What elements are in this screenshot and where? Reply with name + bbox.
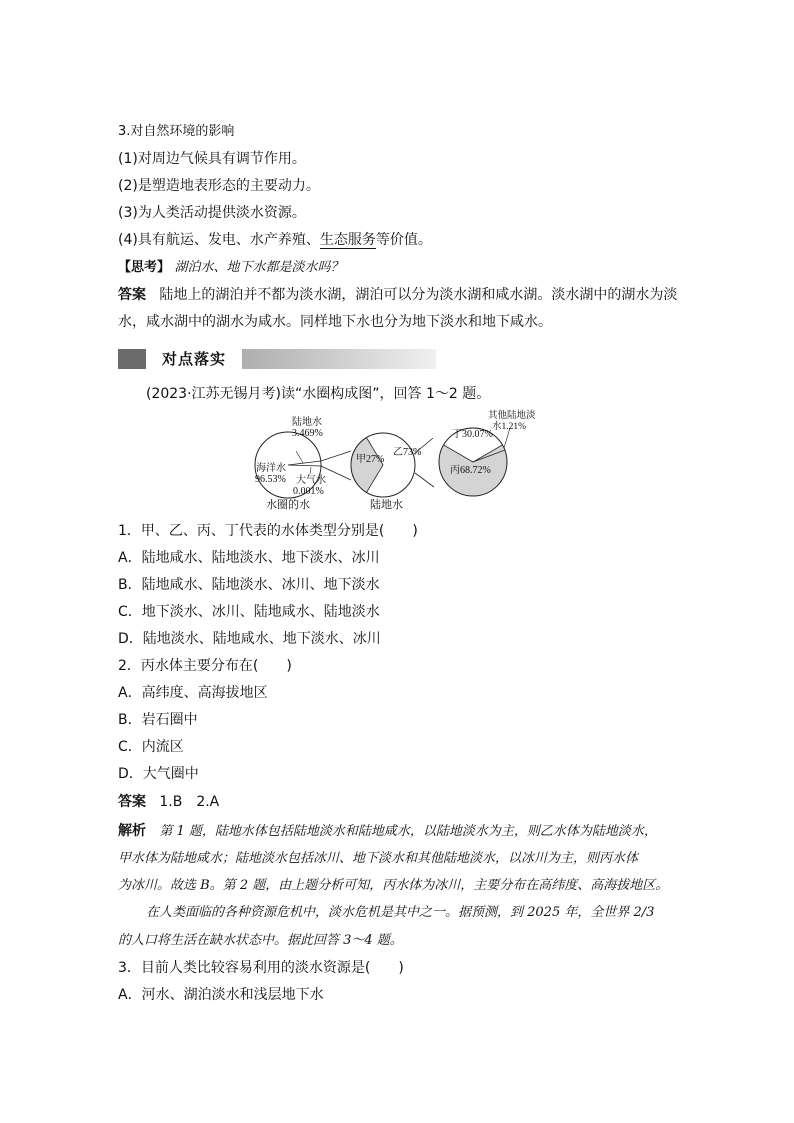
label-jia: 甲27% — [356, 454, 385, 465]
banner-block — [118, 349, 146, 369]
list-item: (3)为人类活动提供淡水资源。 — [118, 205, 306, 221]
answer-label: 答案 — [118, 287, 146, 303]
list-item — [118, 231, 432, 249]
think-question — [118, 258, 343, 277]
think-answer — [118, 286, 677, 304]
answer-text: 陆地上的湖泊并不都为淡水湖，湖泊可以分为淡水湖和咸水湖。淡水湖中的湖水为淡 — [159, 287, 678, 303]
analysis-label: 解析 — [118, 823, 146, 839]
analysis-line — [118, 822, 657, 841]
analysis-line: 为冰川。故选 B。第 2 题，由上题分析可知，丙水体为冰川，主要分布在高纬度、高海拔地区。 — [118, 878, 669, 893]
label-yi: 乙73% — [393, 447, 422, 458]
option-a: A．陆地咸水、陆地淡水、地下淡水、冰川 — [118, 550, 380, 566]
passage-line: 的人口将生活在缺水状态中。据此回答 3～4 题。 — [118, 933, 403, 948]
option-b: B．岩石圈中 — [118, 712, 198, 728]
label-bing: 丙68.72% — [450, 465, 491, 476]
option-a: A．河水、湖泊淡水和浅层地下水 — [118, 987, 324, 1003]
label-air: 大气水 — [296, 475, 326, 486]
caption-hydrosphere: 水圈的水 — [266, 499, 310, 511]
analysis-text: 第 1 题，陆地水体包括陆地淡水和陆地咸水，以陆地淡水为主，则乙水体为陆地淡水， — [159, 824, 657, 839]
label-air-pct: 0.001% — [293, 486, 324, 497]
option-c: C．内流区 — [118, 739, 184, 755]
passage-line: 在人类面临的各种资源危机中，淡水危机是其中之一。据预测，到 2025 年，全世界 2/3 — [146, 905, 655, 920]
list-item-text: (4)具有航运、发电、水产养殖、 — [118, 232, 320, 248]
list-item: (2)是塑造地表形态的主要动力。 — [118, 178, 320, 194]
option-b: B．陆地咸水、陆地淡水、冰川、地下淡水 — [118, 577, 380, 593]
think-label: 【思考】 — [118, 260, 171, 275]
caption-land-water: 陆地水 — [370, 499, 403, 511]
question-intro: (2023·江苏无锡月考)读“水圈构成图”，回答 1～2 题。 — [146, 386, 491, 402]
hydrosphere-diagram — [248, 410, 536, 512]
analysis-line: 甲水体为陆地咸水；陆地淡水包括冰川、地下淡水和其他陆地淡水，以冰川为主，则丙水体 — [118, 851, 639, 866]
section-banner — [118, 349, 436, 369]
list-item: (1)对周边气候具有调节作用。 — [118, 151, 306, 167]
label-ocean-pct: 96.53% — [255, 474, 286, 485]
option-c: C．地下淡水、冰川、陆地咸水、陆地淡水 — [118, 604, 380, 620]
label-ding: 丁30.07% — [452, 429, 493, 440]
answers-label: 答案 — [118, 794, 146, 810]
label-other-fresh-pct: 水1.21% — [492, 422, 527, 432]
section-heading: 3.对自然环境的影响 — [118, 124, 235, 139]
answers — [118, 793, 219, 811]
question-1-stem: 1．甲、乙、丙、丁代表的水体类型分别是( ) — [118, 523, 418, 539]
option-a: A．高纬度、高海拔地区 — [118, 685, 268, 701]
label-land: 陆地水 — [292, 417, 322, 428]
label-land-pct: 3.469% — [292, 428, 323, 439]
answer-text-line: 水，咸水湖中的湖水为咸水。同样地下水也分为地下淡水和地下咸水。 — [118, 314, 552, 330]
connector-line — [415, 473, 434, 487]
question-2-stem: 2．丙水体主要分布在( ) — [118, 658, 292, 674]
connector-line — [321, 451, 351, 461]
think-question-text: 湖泊水、地下水都是淡水吗？ — [174, 260, 344, 275]
option-d: D．大气圈中 — [118, 766, 199, 782]
list-item-text: 等价值。 — [375, 232, 432, 248]
label-other-fresh: 其他陆地淡 — [488, 411, 536, 421]
label-ocean: 海洋水 — [256, 463, 286, 474]
question-3-stem: 3．目前人类比较容易利用的淡水资源是( ) — [118, 960, 404, 976]
banner-title: 对点落实 — [146, 349, 242, 369]
answers-text: 1.B 2.A — [159, 794, 220, 810]
underlined-term: 生态服务 — [319, 232, 376, 248]
option-d: D．陆地淡水、陆地咸水、地下淡水、冰川 — [118, 631, 381, 647]
